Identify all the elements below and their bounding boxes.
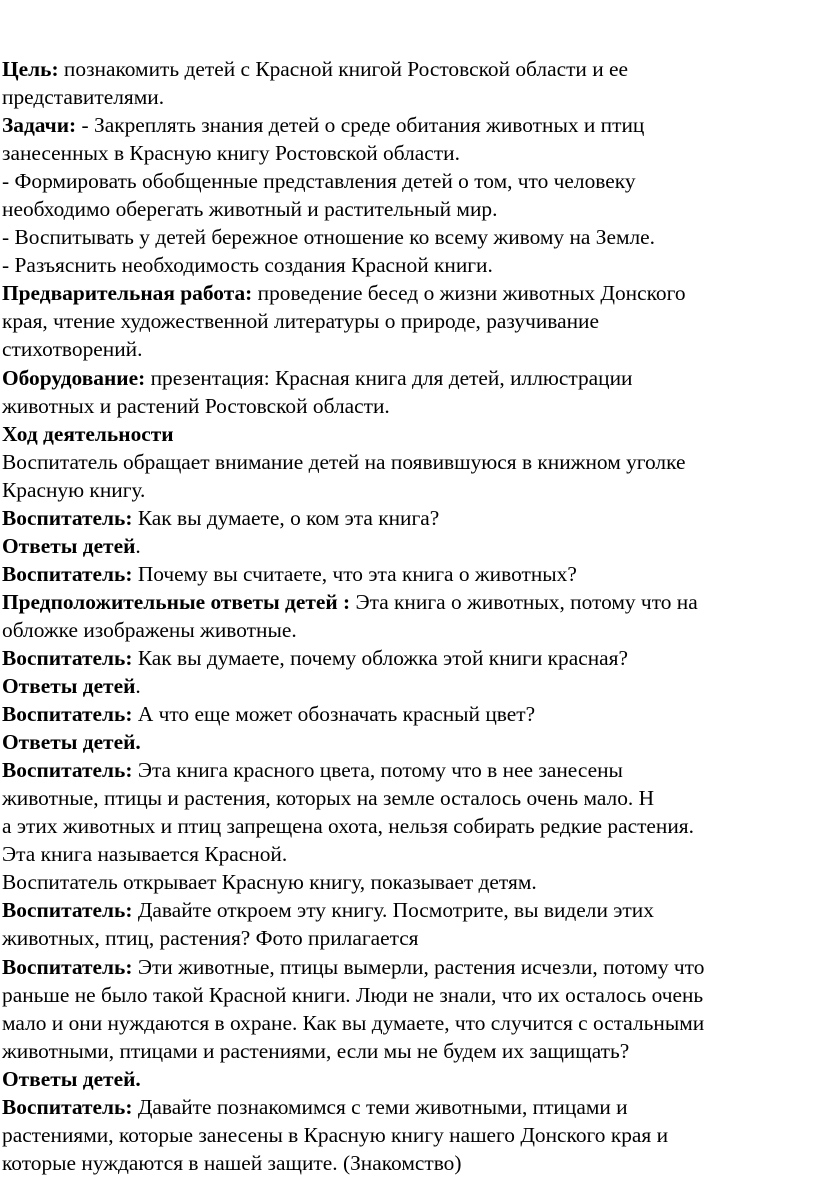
text-line: мало и они нуждаются в охране. Как вы думаете, что случится с остальными [2,1010,705,1035]
text-line: Воспитатель открывает Красную книгу, показывает детям. [2,870,537,895]
text-line: Красную книгу. [2,477,146,502]
text-line: растениями, которые занесены в Красную книгу нашего Донского края и [2,1122,669,1147]
text-line: - Формировать обобщенные представления детей о том, что человеку [2,169,636,194]
text-line: которые нуждаются в нашей защите. (Знакомство) [2,1150,462,1175]
text-line: раньше не было такой Красной книги. Люди не знали, что их осталось очень [2,982,704,1007]
text-line: Предварительная работа: проведение бесед о жизни животных Донского [2,281,686,306]
text-line: Воспитатель: Эта книга красного цвета, потому что в нее занесены [2,758,623,783]
text-line: необходимо оберегать животный и растительный мир. [2,197,498,222]
text-line: Ответы детей. [2,730,141,755]
text-line: края, чтение художественной литературы о природе, разучивание [2,309,599,334]
text-line: стихотворений. [2,337,143,362]
text-line: Воспитатель: Как вы думаете, почему обложка этой книги красная? [2,645,629,670]
text-line: животными, птицами и растениями, если мы не будем их защищать? [2,1038,630,1063]
text-line: Воспитатель: Как вы думаете, о ком эта книга? [2,505,440,530]
text-line: представителями. [2,85,165,110]
text-line: Ответы детей. [2,533,141,558]
text-line: животных и растений Ростовской области. [2,393,390,418]
text-line: животные, птицы и растения, которых на земле осталось очень мало. Н [2,786,655,811]
text-line: Воспитатель: Давайте познакомимся с теми животными, птицами и [2,1094,628,1119]
text-line: Цель: познакомить детей с Красной книгой Ростовской области и ее [2,57,628,81]
text-line: Оборудование: презентация: Красная книга для детей, иллюстрации [2,365,633,390]
text-line: Задачи: - Закреплять знания детей о среде обитания животных и птиц [2,113,645,138]
text-line: занесенных в Красную книгу Ростовской области. [2,141,460,166]
text-line: а этих животных и птиц запрещена охота, нельзя собирать редкие растения. [2,814,694,839]
text-line: животных, птиц, растения? Фото прилагается [2,926,419,951]
text-line: Ход деятельности [2,421,174,446]
text-line: Воспитатель: Давайте откроем эту книгу. Посмотрите, вы видели этих [2,898,654,923]
text-line: обложке изображены животные. [2,617,297,642]
text-line: Воспитатель: Эти животные, птицы вымерли, растения исчезли, потому что [2,954,705,979]
text-line: Воспитатель обращает внимание детей на появившуюся в книжном уголке [2,449,686,474]
text-line: Воспитатель: Почему вы считаете, что эта книга о животных? [2,561,577,586]
text-line: Эта книга называется Красной. [2,842,288,867]
text-line: Предположительные ответы детей : Эта книга о животных, потому что на [2,589,698,614]
text-line: - Разъяснить необходимость создания Красной книги. [2,253,493,278]
text-line: - Воспитывать у детей бережное отношение ко всему живому на Земле. [2,225,656,250]
text-line: Ответы детей. [2,1066,141,1091]
text-line: Ответы детей. [2,674,141,699]
text-line: Воспитатель: А что еще может обозначать красный цвет? [2,702,536,727]
